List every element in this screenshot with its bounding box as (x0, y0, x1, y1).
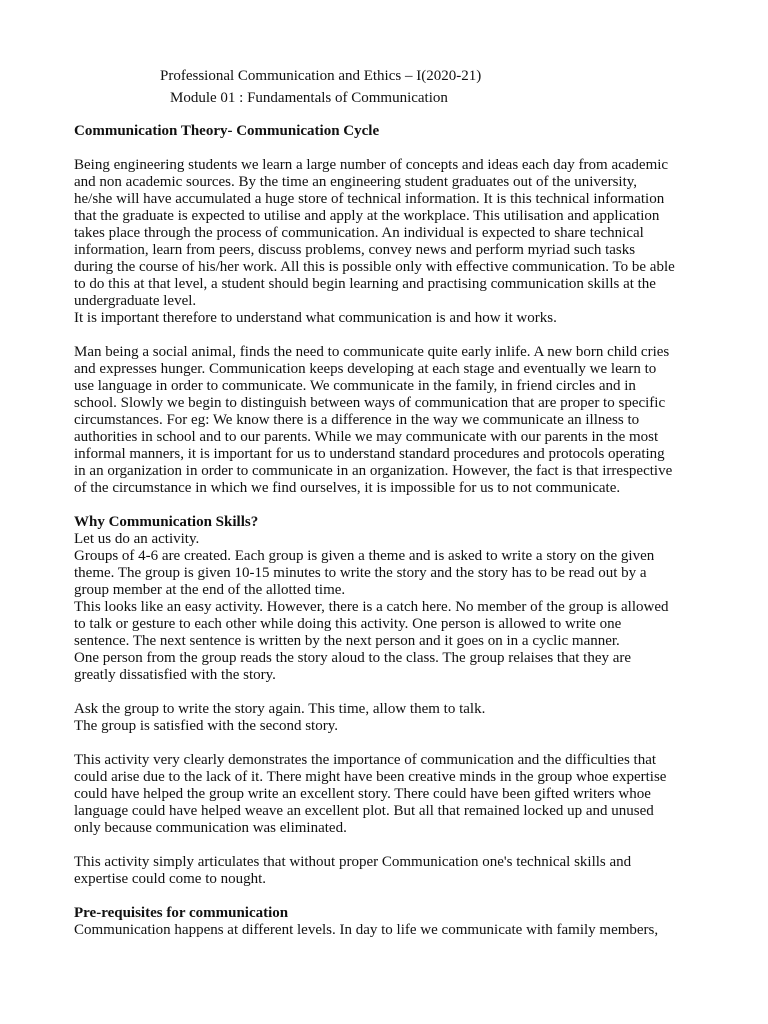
text-line: to talk or gesture to each other while doing this activity. One person is allowed to write one (74, 616, 622, 632)
text-line: Groups of 4-6 are created. Each group is given a theme and is asked to write a story on the given (74, 548, 655, 564)
text-line: that the graduate is expected to utilise and apply at the workplace. This utilisation and application (74, 208, 660, 224)
text-line: theme. The group is given 10-15 minutes to write the story and the story has to be read out by a (74, 565, 647, 581)
text-line: could arise due to the lack of it. There might have been creative minds in the group whoe expertise (74, 769, 667, 785)
paragraph-social-animal (74, 344, 704, 497)
text-line: Communication happens at different levels. In day to life we communicate with family members, (74, 922, 659, 938)
text-line: language could have helped weave an excellent plot. But all that remained locked up and unused (74, 803, 654, 819)
text-line: use language in order to communicate. We communicate in the family, in friend circles and in (74, 378, 636, 394)
text-line: This activity very clearly demonstrates the importance of communication and the difficulties that (74, 752, 657, 768)
text-line: in an organization in order to communicate in an organization. However, the fact is that irrespective (74, 463, 673, 479)
text-line: The group is satisfied with the second story. (74, 718, 338, 734)
text-line: to do this at that level, a student should begin learning and practising communication skills at the (74, 276, 656, 292)
course-title: Professional Communication and Ethics – I(2020-21) (160, 68, 482, 84)
paragraph-engineering-students (74, 157, 704, 310)
section-heading-pre-requisites: Pre-requisites for communication (74, 905, 289, 921)
text-line: Ask the group to write the story again. This time, allow them to talk. (74, 701, 486, 717)
text-line: greatly dissatisfied with the story. (74, 667, 276, 683)
paragraph-demonstrates (74, 752, 704, 837)
paragraph-different-levels (74, 922, 704, 939)
text-line: takes place through the process of communication. An individual is expected to share technical (74, 225, 644, 241)
text-line: This activity simply articulates that without proper Communication one's technical skills and (74, 854, 632, 870)
paragraph-write-again (74, 701, 704, 735)
text-line: and non academic sources. By the time an engineering student graduates out of the university, (74, 174, 638, 190)
text-line: undergraduate level. (74, 293, 197, 309)
text-line: informal manners, it is important for us to understand standard procedures and protocols operating (74, 446, 665, 462)
text-line: could have helped the group write an excellent story. There could have been gifted writers whoe (74, 786, 651, 802)
text-line: during the course of his/her work. All this is possible only with effective communication. To be able (74, 259, 675, 275)
text-line: Let us do an activity. (74, 531, 200, 547)
text-line: expertise could come to nought. (74, 871, 267, 887)
section-heading-why-communication-skills: Why Communication Skills? (74, 514, 259, 530)
text-line: group member at the end of the allotted time. (74, 582, 346, 598)
text-line: he/she will have accumulated a huge store of technical information. It is this technical information (74, 191, 665, 207)
paragraph-important-understand (74, 310, 704, 327)
paragraph-activity (74, 531, 704, 684)
text-line: Being engineering students we learn a large number of concepts and ideas each day from academic (74, 157, 669, 173)
text-line: information, learn from peers, discuss problems, convey news and perform myriad such tasks (74, 242, 636, 258)
paragraph-articulates (74, 854, 704, 888)
text-line: Man being a social animal, finds the need to communicate quite early inlife. A new born child cries (74, 344, 670, 360)
section-heading-communication-theory: Communication Theory- Communication Cycle (74, 123, 380, 139)
text-line: of the circumstance in which we find ourselves, it is impossible for us to not communicate. (74, 480, 621, 496)
text-line: school. Slowly we begin to distinguish between ways of communication that are proper to specific (74, 395, 666, 411)
text-line: authorities in school and to our parents. While we may communicate with our parents in the most (74, 429, 659, 445)
text-line: One person from the group reads the story aloud to the class. The group relaises that they are (74, 650, 632, 666)
text-line: This looks like an easy activity. However, there is a catch here. No member of the group is allowed (74, 599, 669, 615)
document-body (74, 123, 704, 939)
text-line: It is important therefore to understand what communication is and how it works. (74, 310, 557, 326)
text-line: and expresses hunger. Communication keeps developing at each stage and eventually we learn to (74, 361, 657, 377)
text-line: circumstances. For eg: We know there is a difference in the way we communicate an illness to (74, 412, 640, 428)
text-line: sentence. The next sentence is written by the next person and it goes on in a cyclic manner. (74, 633, 620, 649)
text-line: only because communication was eliminated. (74, 820, 347, 836)
module-title: Module 01 : Fundamentals of Communication (170, 90, 448, 106)
